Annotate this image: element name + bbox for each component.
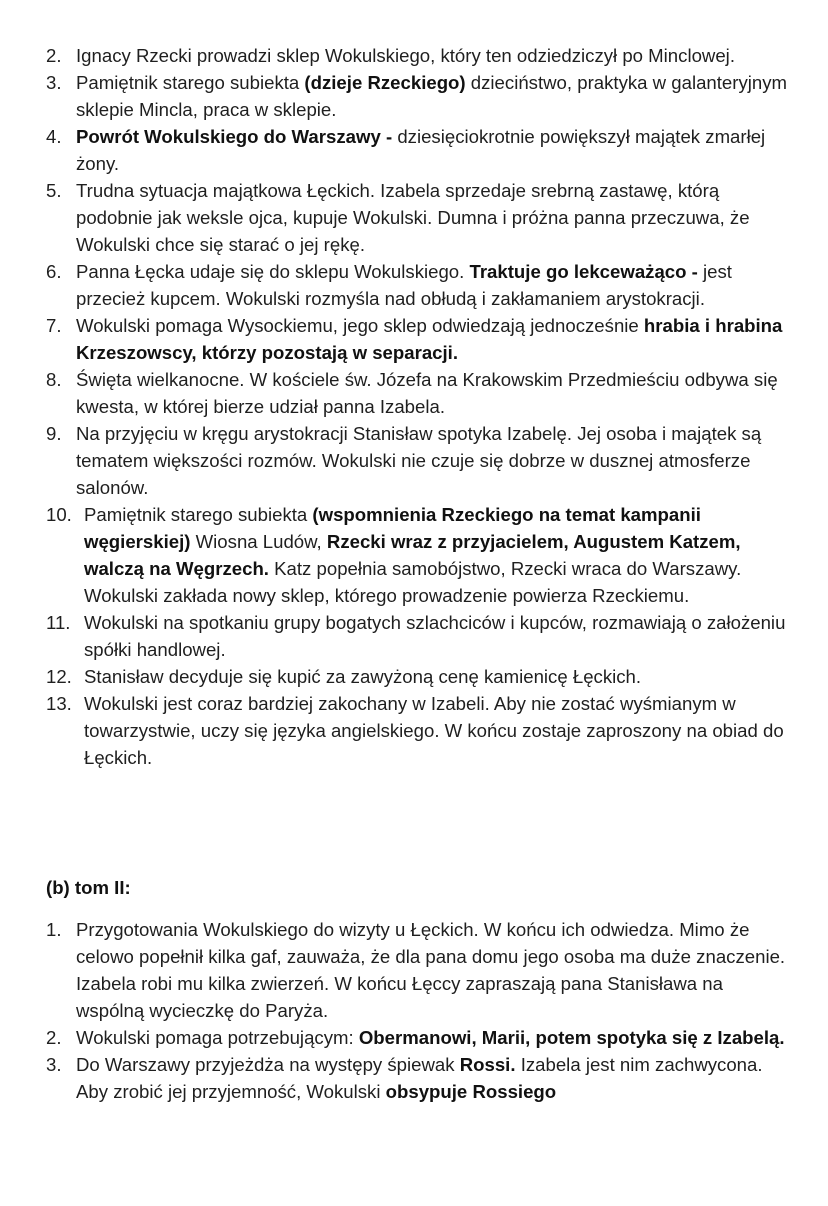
list-item-number: 13.: [46, 693, 72, 714]
list-item: [46, 312, 791, 366]
list-item-text: [76, 258, 791, 312]
text: Trudna sytuacja majątkowa Łęckich. Izabela sprzedaje srebrną zastawę, którą podobnie jak weksle ojca, kupuje Wokulski. Dumna i próżna panna przeczuwa, że Wokulski chce się starać o jej rękę.: [76, 180, 750, 255]
list-item-number: 8.: [46, 369, 62, 390]
bold-text: (wspomnienia Rzeckiego na temat kampanii węgierskiej): [84, 504, 701, 552]
list-item: [46, 42, 791, 69]
text: Wokulski pomaga potrzebującym:: [76, 1027, 359, 1048]
list-item-text: [76, 177, 791, 258]
list-item-number: 11.: [46, 612, 71, 633]
list-item-number: 12.: [46, 666, 72, 687]
text: Pamiętnik starego subiekta: [76, 72, 305, 93]
list-item-number: 5.: [46, 180, 62, 201]
text: dziesięciokrotnie powiększył majątek zmarłej żony.: [76, 126, 766, 174]
list-item: [46, 366, 791, 420]
text: Wokulski jest coraz bardziej zakochany w Izabeli. Aby nie zostać wyśmianym w towarzystwie, uczy się języka angielskiego. W końcu zostaje zaproszony na obiad do Łęckich.: [84, 693, 784, 768]
volume-1-plot-list: [46, 42, 791, 771]
list-item-text: [84, 663, 791, 690]
bold-text: Powrót Wokulskiego do Warszawy -: [76, 126, 398, 147]
text: Katz popełnia samobójstwo, Rzecki wraca do Warszawy. Wokulski zakłada nowy sklep, którego prowadzenie powierza Rzeckiemu.: [84, 558, 742, 606]
text: Wokulski pomaga Wysockiemu, jego sklep odwiedzają jednocześnie: [76, 315, 644, 336]
list-item-text: [76, 312, 791, 366]
text: Izabela jest nim zachwycona. Aby zrobić jej przyjemność, Wokulski: [76, 1054, 763, 1102]
volume-2-plot-list: [46, 916, 791, 1105]
text: Wiosna Ludów,: [190, 531, 327, 552]
list-item-text: [84, 501, 791, 609]
list-item-number: 9.: [46, 423, 62, 444]
section-heading: (b) tom II:: [46, 877, 131, 898]
bold-text: hrabia i hrabina Krzeszowscy, którzy pozostają w separacji.: [76, 315, 783, 363]
text: Pamiętnik starego subiekta: [84, 504, 313, 525]
text: Święta wielkanocne. W kościele św. Józefa na Krakowskim Przedmieściu odbywa się kwesta, w której bierze udział panna Izabela.: [76, 369, 778, 417]
list-item-number: 3.: [46, 72, 62, 93]
list-item: [46, 420, 791, 501]
list-item-number: 7.: [46, 315, 62, 336]
list-item: [46, 501, 791, 609]
list-item: [46, 123, 791, 177]
bold-text: (dzieje Rzeckiego): [304, 72, 466, 93]
list-item-number: 4.: [46, 126, 62, 147]
list-item-text: [84, 690, 791, 771]
text: Wokulski na spotkaniu grupy bogatych szlachciców i kupców, rozmawiają o założeniu spółki handlowej.: [84, 612, 786, 660]
list-item: [46, 690, 791, 771]
bold-text: Rzecki wraz z przyjacielem, Augustem Katzem, walczą na Węgrzech.: [84, 531, 741, 579]
text: Do Warszawy przyjeżdża na występy śpiewak: [76, 1054, 460, 1075]
list-item: [46, 916, 791, 1024]
list-item-text: [76, 42, 791, 69]
bold-text: Rossi.: [459, 1054, 516, 1075]
list-item-text: [76, 69, 791, 123]
list-item-number: 10.: [46, 504, 72, 525]
list-item: [46, 258, 791, 312]
list-item: [46, 609, 791, 663]
list-item: [46, 663, 791, 690]
bold-text: Traktuje go lekceważąco -: [469, 261, 698, 282]
list-item: [46, 1024, 791, 1051]
list-item-text: [84, 609, 791, 663]
list-item-number: 2.: [46, 1027, 62, 1048]
text: jest przecież kupcem. Wokulski rozmyśla nad obłudą i zakłamaniem arystokracji.: [76, 261, 732, 309]
text: Stanisław decyduje się kupić za zawyżoną cenę kamienicę Łęckich.: [84, 666, 642, 687]
list-item-text: [76, 366, 791, 420]
list-item-number: 6.: [46, 261, 62, 282]
list-item-text: [76, 1024, 791, 1051]
text: dzieciństwo, praktyka w galanteryjnym sklepie Mincla, praca w sklepie.: [76, 72, 788, 120]
list-item: [46, 1051, 791, 1105]
bold-text: obsypuje Rossiego: [385, 1081, 557, 1102]
list-item: [46, 177, 791, 258]
list-item-text: [76, 123, 791, 177]
list-item-text: [76, 916, 791, 1024]
bold-text: Obermanowi, Marii, potem spotyka się z Izabelą.: [358, 1027, 785, 1048]
list-item-number: 3.: [46, 1054, 62, 1075]
list-item-text: [76, 1051, 791, 1105]
text: Ignacy Rzecki prowadzi sklep Wokulskiego, który ten odziedziczył po Minclowej.: [76, 45, 735, 66]
list-item-text: [76, 420, 791, 501]
list-item: [46, 69, 791, 123]
text: Na przyjęciu w kręgu arystokracji Stanisław spotyka Izabelę. Jej osoba i majątek są tematem większości rozmów. Wokulski nie czuje się dobrze w dusznej atmosferze salonów.: [76, 423, 762, 498]
text: Przygotowania Wokulskiego do wizyty u Łęckich. W końcu ich odwiedza. Mimo że celowo popełnił kilka gaf, zauważa, że dla pana domu jego osoba ma duże znaczenie. Izabela robi mu kilka zwierzeń. W końcu Łęccy zapraszają pana Stanisława na wspólną wycieczkę do Paryża.: [76, 919, 786, 1021]
text: Panna Łęcka udaje się do sklepu Wokulskiego.: [76, 261, 470, 282]
list-item-number: 2.: [46, 45, 62, 66]
list-item-number: 1.: [46, 919, 62, 940]
